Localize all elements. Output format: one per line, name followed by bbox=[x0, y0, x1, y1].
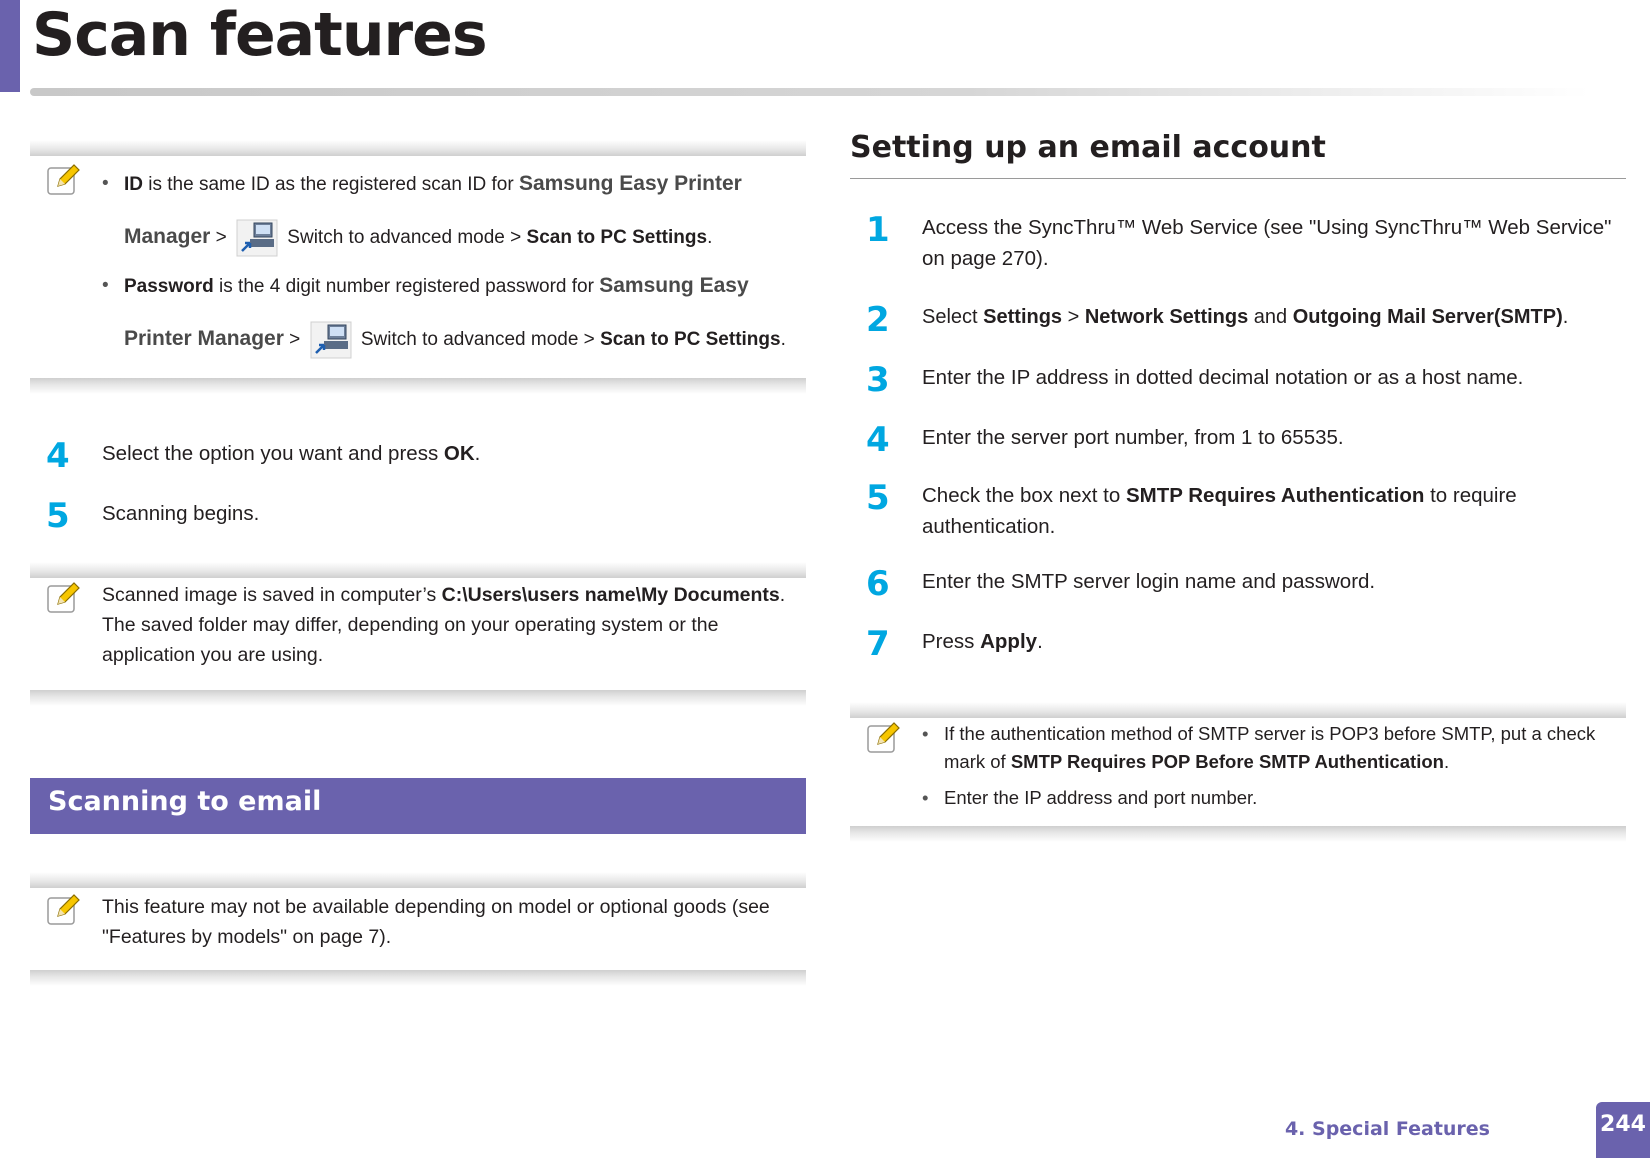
pencil-note-icon bbox=[46, 162, 82, 198]
pencil-note-icon bbox=[866, 720, 902, 756]
switch-mode-icon bbox=[236, 219, 278, 257]
step-5: 5 Scanning begins. bbox=[46, 496, 260, 536]
step-7: 7 Press Apply. bbox=[866, 624, 1043, 664]
step-6: 6 Enter the SMTP server login name and password. bbox=[866, 564, 1376, 604]
step-3: 3 Enter the IP address in dotted decimal notation or as a host name. bbox=[866, 360, 1524, 400]
step-4: 4 Select the option you want and press OK. bbox=[46, 436, 481, 476]
note-box-save-location bbox=[30, 562, 806, 706]
footer-chapter: 4. Special Features bbox=[1284, 1118, 1490, 1140]
note-availability-text: This feature may not be available depending on model or optional goods (see "Features by models" on page 7). bbox=[102, 896, 770, 948]
bullet-id: • ID is the same ID as the registered scan ID for Samsung Easy Printer Manager > Switch to advanced mode > Scan to PC Settings. bbox=[102, 158, 800, 264]
step-5: 5 Check the box next to SMTP Requires Authentication to require authentication. bbox=[866, 478, 1517, 538]
note-box-availability bbox=[30, 872, 806, 986]
bullet-ip-port: • Enter the IP address and port number. bbox=[922, 784, 1620, 812]
note-box-smtp bbox=[850, 702, 1626, 842]
section-heading-scanning-to-email: Scanning to email bbox=[30, 778, 806, 834]
step-2: 2 Select Settings > Network Settings and Outgoing Mail Server(SMTP). bbox=[866, 300, 1569, 340]
switch-mode-icon bbox=[310, 321, 352, 359]
page-title: Scan features bbox=[32, 0, 487, 70]
subheading-rule bbox=[850, 178, 1626, 179]
step-4: 4 Enter the server port number, from 1 to 65535. bbox=[866, 420, 1344, 460]
header-accent-bar bbox=[0, 0, 20, 92]
note-save-text: Scanned image is saved in computer’s C:\Users\users name\My Documents. The saved folder may differ, depending on your operating system or the application you are using. bbox=[102, 584, 786, 666]
title-rule bbox=[30, 88, 1590, 96]
page-number-badge: 244 bbox=[1596, 1102, 1650, 1158]
step-1: 1 Access the SyncThru™ Web Service (see "Using SyncThru™ Web Service" on page 270). bbox=[866, 210, 1612, 270]
bullet-password: • Password is the 4 digit number registered password for Samsung Easy Printer Manager > Switch to advanced mode > Scan to PC Settings. bbox=[102, 260, 800, 366]
pencil-note-icon bbox=[46, 580, 82, 616]
subheading-email-account: Setting up an email account bbox=[850, 130, 1326, 165]
pencil-note-icon bbox=[46, 892, 82, 928]
note-box-id-password bbox=[30, 140, 806, 394]
bullet-pop-before-smtp: • If the authentication method of SMTP server is POP3 before SMTP, put a check mark of SMTP Requires POP Before SMTP Authentication. bbox=[922, 720, 1620, 776]
